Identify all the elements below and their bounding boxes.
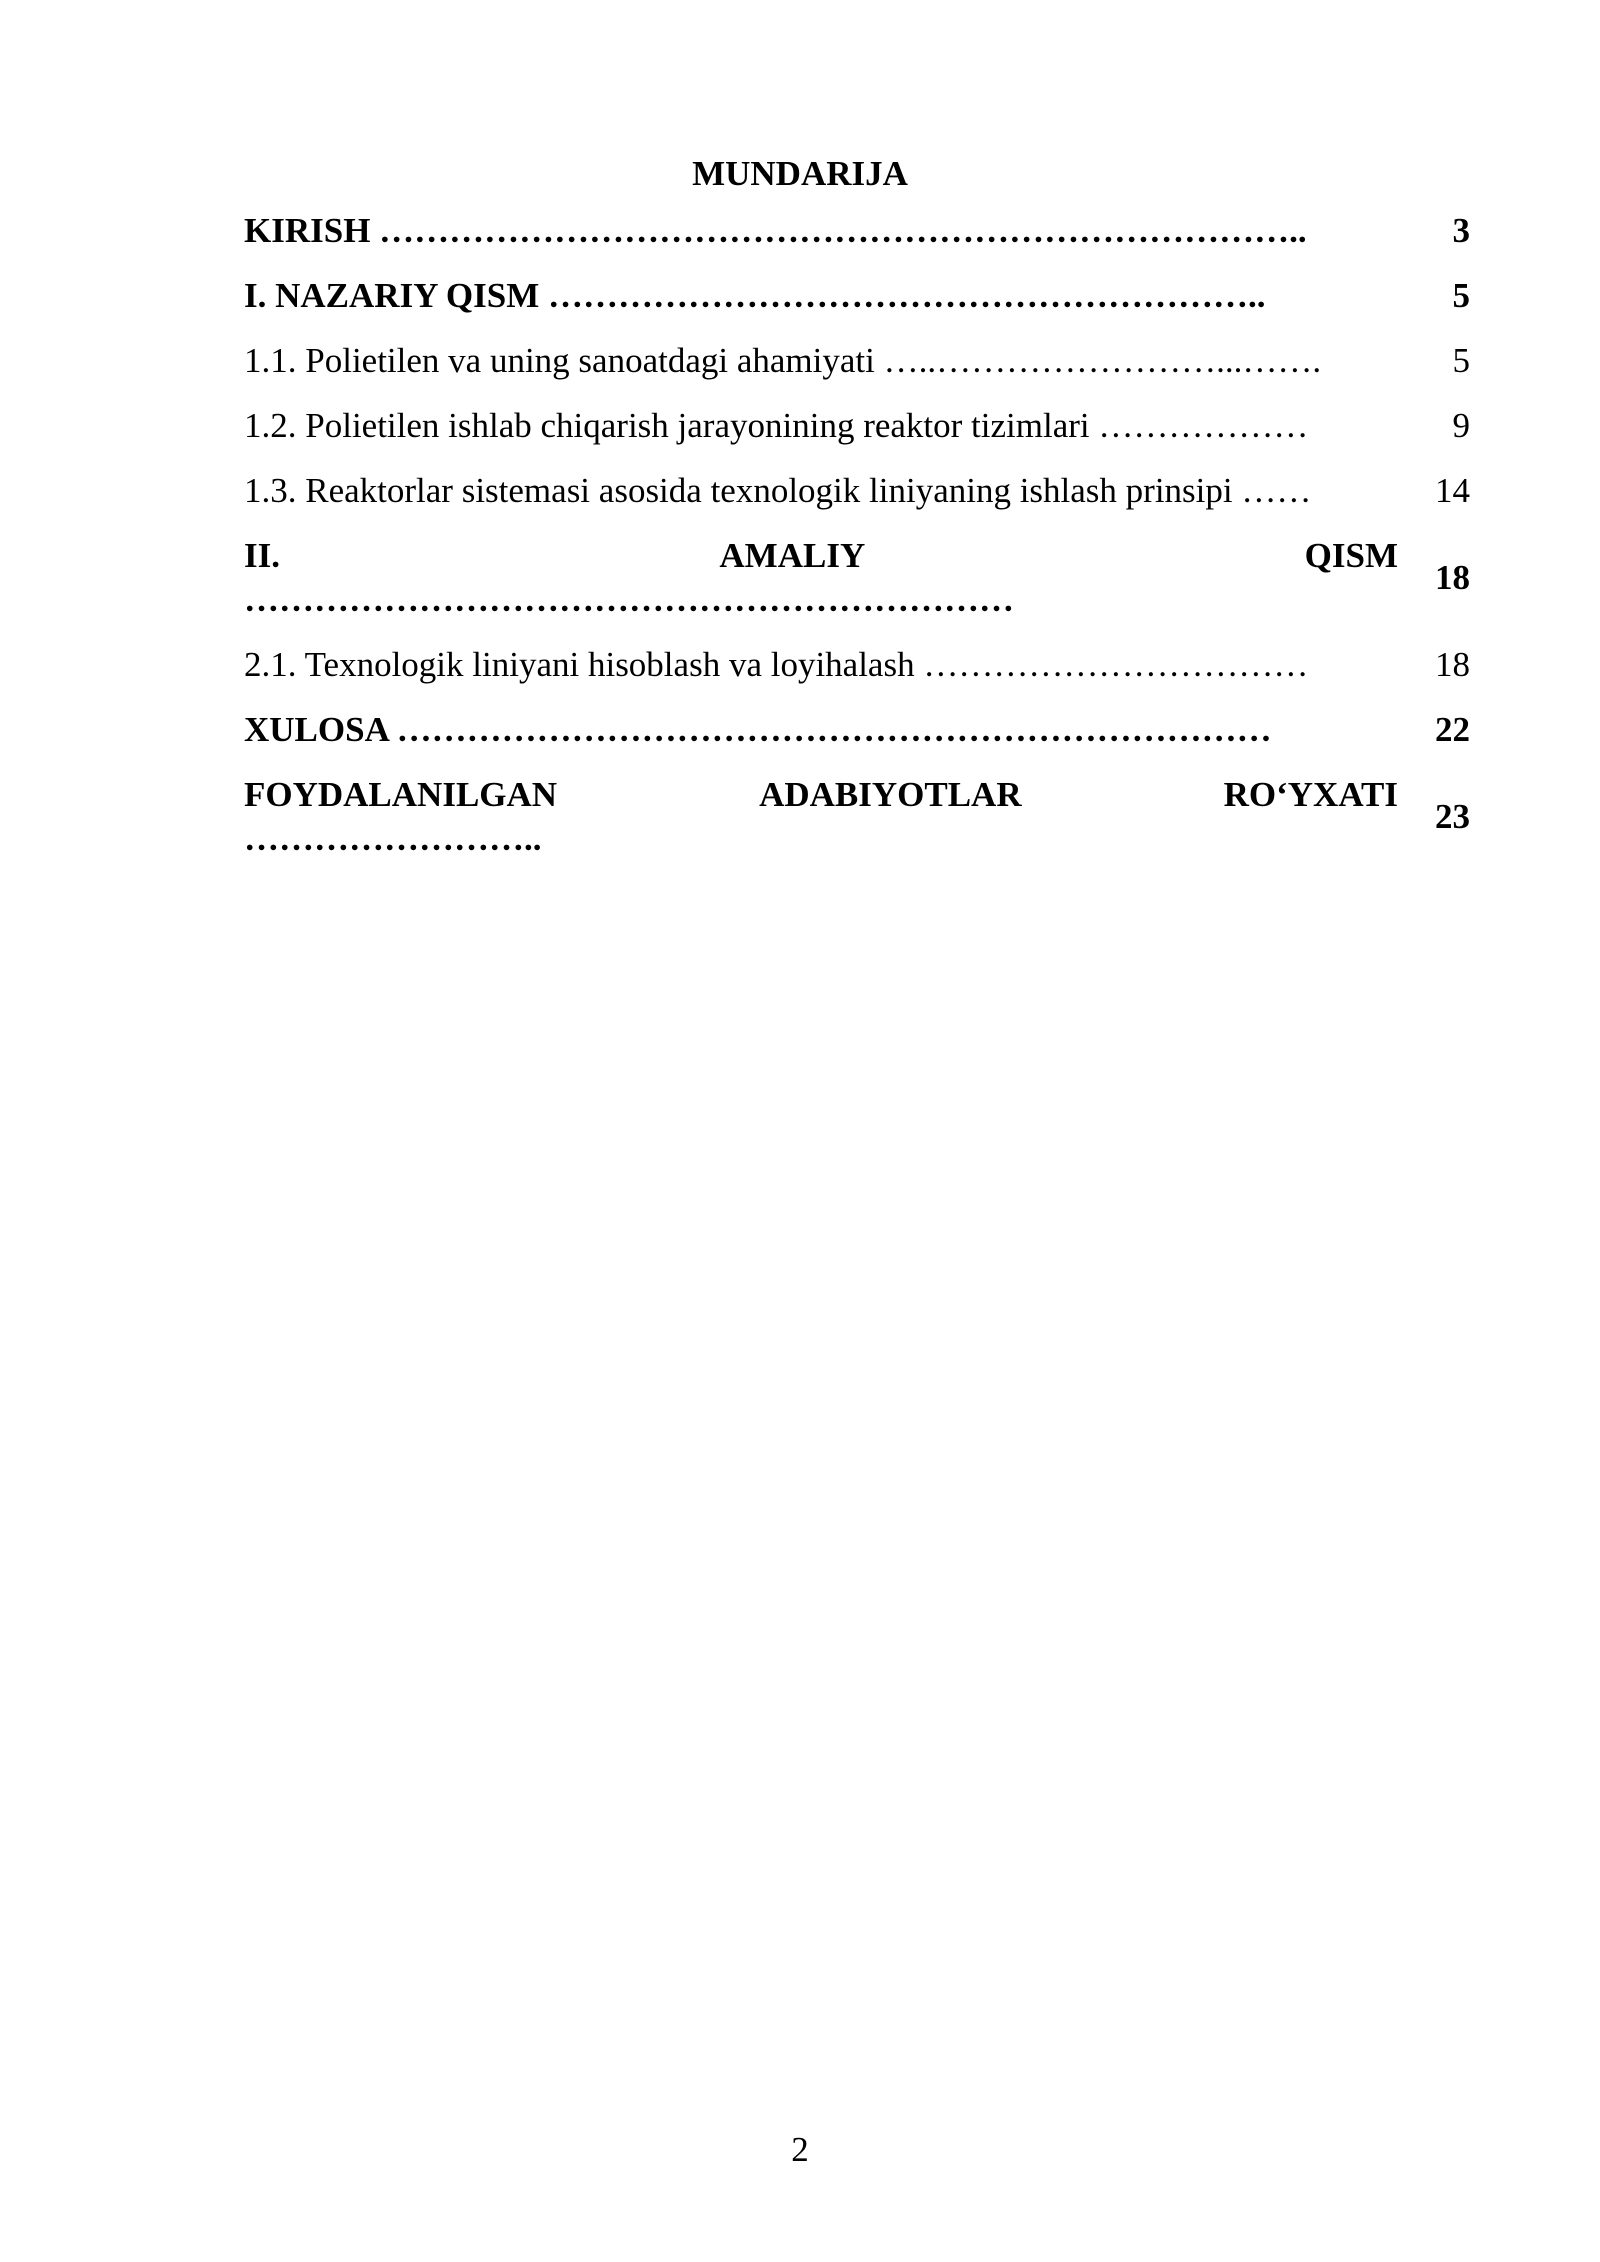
toc-word: AMALIY [719, 536, 866, 575]
toc-entry-2-1[interactable] [244, 643, 1474, 687]
toc-entry-kirish[interactable] [244, 209, 1474, 253]
toc-entry-page: 23 [1435, 797, 1470, 836]
toc-entry-text [244, 773, 1398, 861]
toc-entry-page: 3 [1452, 211, 1470, 250]
toc-entry-words [244, 534, 1398, 578]
toc-entry-1-1[interactable] [244, 339, 1474, 383]
toc-entry-adabiyotlar[interactable] [244, 773, 1474, 861]
toc-word: FOYDALANILGAN [244, 775, 558, 814]
toc-word: QISM [1304, 536, 1398, 575]
toc-leader-dots: …………………….. [244, 819, 542, 858]
toc-entry-page: 14 [1435, 471, 1470, 510]
toc-entry-text: 1.2. Polietilen ishlab chiqarish jarayonining reaktor tizimlari ……………… [244, 406, 1309, 445]
toc-entry-page: 18 [1435, 645, 1470, 684]
toc-entry-text: 1.3. Reaktorlar sistemasi asosida texnologik liniyaning ishlash prinsipi …… [244, 471, 1312, 510]
toc-entry-text: XULOSA ………………………………………………………………… [244, 710, 1272, 749]
toc-entry-page: 9 [1452, 406, 1470, 445]
toc-entry-text: 1.1. Polietilen va uning sanoatdagi ahamiyati …..……………………...……. [244, 341, 1322, 380]
toc-entry-text: I. NAZARIY QISM …………………………………………………….. [244, 276, 1266, 315]
toc-entry-text: KIRISH …………………………………………………………………….. [244, 211, 1307, 250]
toc-entry-page: 5 [1452, 341, 1470, 380]
table-of-contents [244, 209, 1474, 882]
toc-word: II. [244, 536, 280, 575]
toc-entry-1-3[interactable] [244, 469, 1474, 513]
toc-entry-amaliy-qism[interactable] [244, 534, 1474, 622]
toc-entry-text [244, 534, 1398, 622]
toc-word: ADABIYOTLAR [759, 775, 1022, 814]
toc-entry-page: 18 [1435, 558, 1470, 597]
toc-entry-nazariy-qism[interactable] [244, 274, 1474, 318]
toc-title: MUNDARIJA [692, 154, 908, 193]
toc-entry-page: 22 [1435, 710, 1470, 749]
toc-entry-page: 5 [1452, 276, 1470, 315]
toc-entry-xulosa[interactable] [244, 708, 1474, 752]
toc-word: RO‘YXATI [1223, 775, 1398, 814]
page-number: 2 [791, 2130, 809, 2169]
toc-entry-words [244, 773, 1398, 817]
toc-entry-1-2[interactable] [244, 404, 1474, 448]
toc-leader-dots: ………………………………………………………… [244, 580, 1014, 619]
toc-entry-text: 2.1. Texnologik liniyani hisoblash va loyihalash …………………………… [244, 645, 1309, 684]
